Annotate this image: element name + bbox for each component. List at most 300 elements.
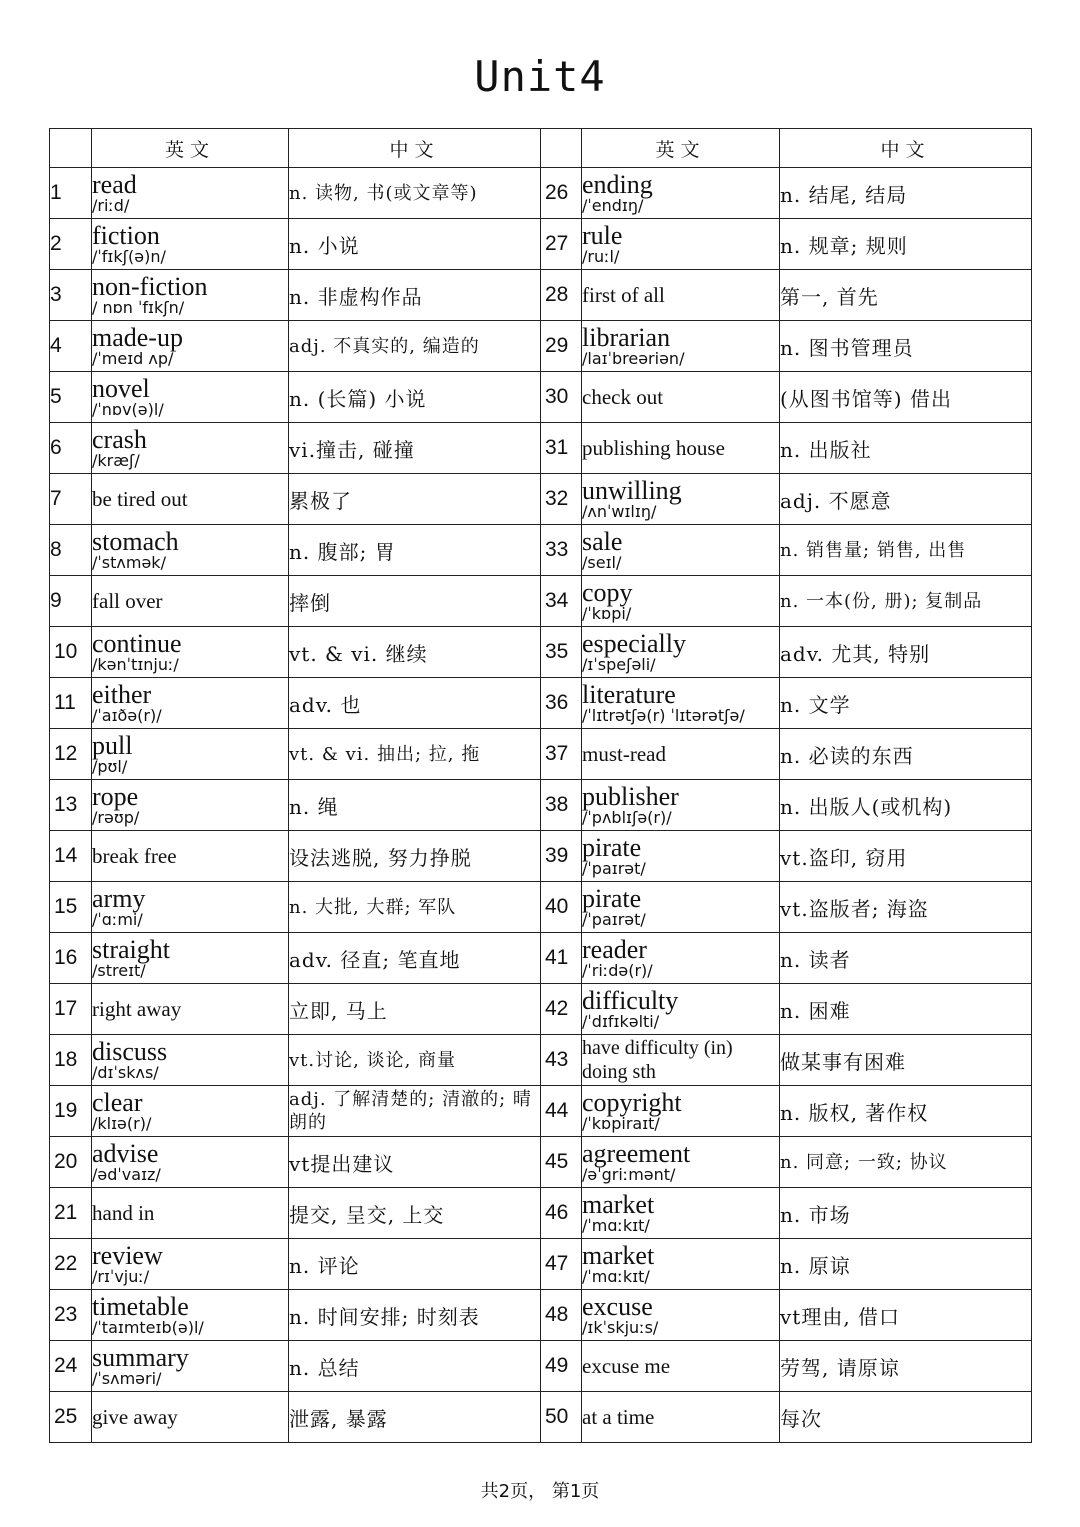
vocab-word: review: [92, 1240, 163, 1270]
row-number: 44: [541, 1086, 582, 1137]
row-number: 35: [541, 627, 582, 678]
english-cell: [582, 1035, 780, 1086]
chinese-meaning: n. 市场: [780, 1202, 851, 1227]
chinese-meaning: n. 评论: [289, 1253, 360, 1278]
row-number: 28: [541, 270, 582, 321]
chinese-meaning: vt.盗印, 窃用: [780, 845, 908, 870]
table-row: [50, 678, 1032, 729]
english-cell: [582, 1341, 780, 1392]
english-cell: [582, 984, 780, 1035]
chinese-meaning: adv. 也: [289, 692, 362, 717]
row-number: 30: [541, 372, 582, 423]
table-row: [50, 984, 1032, 1035]
chinese-meaning: n. 必读的东西: [780, 743, 914, 768]
chinese-meaning: vt.盗版者; 海盗: [780, 896, 929, 921]
chinese-meaning: adj. 不真实的, 编造的: [289, 335, 480, 357]
chinese-meaning: adj. 不愿意: [780, 488, 892, 513]
phonetic: /seɪl/: [582, 552, 622, 572]
english-cell: [582, 321, 780, 372]
phonetic: /kræʃ/: [92, 450, 140, 470]
phonetic: / nɒn ˈfɪkʃn/: [92, 297, 185, 317]
vocab-phrase: fall over: [92, 588, 163, 613]
chinese-meaning: vi.撞击, 碰撞: [289, 437, 415, 462]
table-row: [50, 627, 1032, 678]
row-number: 9: [50, 576, 92, 627]
vocab-word: pull: [92, 730, 133, 760]
english-cell: [582, 474, 780, 525]
vocab-phrase: have difficulty (in) doing sth: [582, 1037, 733, 1083]
vocab-word: stomach: [92, 526, 179, 556]
phonetic: /ˈnɒv(ə)l/: [92, 399, 164, 419]
vocab-word: unwilling: [582, 475, 682, 505]
phonetic: /ɪˈspeʃəli/: [582, 654, 656, 674]
chinese-cell: [780, 474, 1032, 525]
english-cell: [92, 729, 289, 780]
english-cell: [582, 627, 780, 678]
row-number: 36: [541, 678, 582, 729]
english-cell: [582, 423, 780, 474]
row-number: 11: [50, 678, 92, 729]
chinese-meaning: adj. 了解清楚的; 清澈的; 晴朗的: [289, 1089, 532, 1133]
chinese-meaning: vt理由, 借口: [780, 1304, 901, 1329]
chinese-cell: [289, 627, 541, 678]
row-number: 2: [50, 219, 92, 270]
vocab-phrase: first of all: [582, 282, 665, 307]
row-number: 7: [50, 474, 92, 525]
chinese-cell: [289, 372, 541, 423]
english-cell: [92, 882, 289, 933]
row-number: 39: [541, 831, 582, 882]
vocab-word: continue: [92, 628, 182, 658]
phonetic: /rɪˈvjuː/: [92, 1266, 150, 1286]
chinese-cell: [289, 882, 541, 933]
chinese-cell: [780, 729, 1032, 780]
row-number: 20: [50, 1137, 92, 1188]
vocab-phrase: hand in: [92, 1200, 155, 1225]
chinese-cell: [780, 1341, 1032, 1392]
phonetic: /streɪt/: [92, 960, 146, 980]
chinese-cell: [289, 474, 541, 525]
phonetic: /ˈlɪtrətʃə(r) ˈlɪtərətʃə/: [582, 705, 745, 725]
vocab-phrase: excuse me: [582, 1353, 671, 1378]
chinese-meaning: 摔倒: [289, 590, 331, 615]
table-row: [50, 729, 1032, 780]
chinese-meaning: 做某事有困难: [780, 1049, 906, 1074]
phonetic: /rəʊp/: [92, 807, 140, 827]
chinese-cell: [780, 372, 1032, 423]
row-number: 42: [541, 984, 582, 1035]
table-row: [50, 831, 1032, 882]
english-cell: [92, 1239, 289, 1290]
chinese-cell: [780, 627, 1032, 678]
row-number: 33: [541, 525, 582, 576]
chinese-meaning: n. 一本(份, 册); 复制品: [780, 590, 983, 612]
phonetic: /ədˈvaɪz/: [92, 1164, 161, 1184]
chinese-cell: [289, 678, 541, 729]
english-cell: [582, 270, 780, 321]
chinese-cell: [780, 678, 1032, 729]
english-cell: [582, 1137, 780, 1188]
chinese-meaning: 每次: [780, 1406, 822, 1431]
english-cell: [92, 219, 289, 270]
chinese-cell: [780, 831, 1032, 882]
row-number: 13: [50, 780, 92, 831]
chinese-cell: [289, 984, 541, 1035]
page-title: Unit4: [474, 52, 606, 101]
vocab-word: read: [92, 169, 137, 199]
vocab-word: copy: [582, 577, 633, 607]
chinese-cell: [780, 1086, 1032, 1137]
row-number: 1: [50, 168, 92, 219]
table-row: [50, 525, 1032, 576]
chinese-cell: [780, 219, 1032, 270]
header-english-left: 英文: [92, 129, 289, 168]
phonetic: /ˈstʌmək/: [92, 552, 166, 572]
table-row: [50, 576, 1032, 627]
table-row: [50, 780, 1032, 831]
phonetic: /ruːl/: [582, 246, 620, 266]
vocab-phrase: give away: [92, 1404, 178, 1429]
phonetic: /ʌnˈwɪlɪŋ/: [582, 501, 657, 521]
chinese-meaning: n. 非虚构作品: [289, 284, 423, 309]
vocab-word: copyright: [582, 1087, 682, 1117]
chinese-meaning: n. 小说: [289, 233, 360, 258]
table-row: [50, 168, 1032, 219]
chinese-meaning: vt. & vi. 继续: [289, 641, 428, 666]
phonetic: /ˈɑːmi/: [92, 909, 143, 929]
chinese-cell: [289, 525, 541, 576]
vocab-word: fiction: [92, 220, 160, 250]
chinese-cell: [289, 1341, 541, 1392]
vocab-word: market: [582, 1240, 655, 1270]
vocab-word: made-up: [92, 322, 183, 352]
row-number: 17: [50, 984, 92, 1035]
english-cell: [92, 1341, 289, 1392]
vocab-phrase: must-read: [582, 741, 666, 766]
chinese-cell: [289, 1290, 541, 1341]
english-cell: [582, 1392, 780, 1443]
english-cell: [582, 219, 780, 270]
chinese-cell: [780, 576, 1032, 627]
phonetic: /ˈmɑːkɪt/: [582, 1215, 650, 1235]
header-chinese-left: 中文: [289, 129, 541, 168]
chinese-cell: [780, 525, 1032, 576]
english-cell: [92, 780, 289, 831]
chinese-cell: [780, 1188, 1032, 1239]
english-cell: [92, 1137, 289, 1188]
vocab-word: clear: [92, 1087, 143, 1117]
vocab-word: agreement: [582, 1138, 691, 1168]
vocab-phrase: publishing house: [582, 435, 725, 460]
vocab-word: literature: [582, 679, 676, 709]
chinese-cell: [780, 1239, 1032, 1290]
chinese-cell: [289, 780, 541, 831]
vocab-word: army: [92, 883, 146, 913]
vocab-word: non-fiction: [92, 271, 208, 301]
chinese-meaning: n. 读者: [780, 947, 851, 972]
row-number: 41: [541, 933, 582, 984]
vocab-phrase: check out: [582, 384, 664, 409]
vocab-word: crash: [92, 424, 147, 454]
row-number: 21: [50, 1188, 92, 1239]
vocab-word: rule: [582, 220, 623, 250]
chinese-cell: [289, 1239, 541, 1290]
chinese-meaning: n. 出版人(或机构): [780, 794, 953, 819]
vocabulary-table: [49, 128, 1032, 1443]
vocab-word: rope: [92, 781, 139, 811]
phonetic: /ˈfɪkʃ(ə)n/: [92, 246, 166, 266]
chinese-meaning: n. 大批, 大群; 军队: [289, 896, 457, 918]
row-number: 49: [541, 1341, 582, 1392]
chinese-meaning: n. 原谅: [780, 1253, 851, 1278]
english-cell: [582, 372, 780, 423]
vocab-word: librarian: [582, 322, 671, 352]
english-cell: [582, 1239, 780, 1290]
chinese-cell: [780, 168, 1032, 219]
phonetic: /ˈpaɪrət/: [582, 909, 646, 929]
row-number: 19: [50, 1086, 92, 1137]
table-row: [50, 1392, 1032, 1443]
chinese-meaning: n. (长篇) 小说: [289, 386, 427, 411]
phonetic: /ˈpaɪrət/: [582, 858, 646, 878]
english-cell: [582, 831, 780, 882]
table-row: [50, 1341, 1032, 1392]
row-number: 31: [541, 423, 582, 474]
vocab-word: timetable: [92, 1291, 189, 1321]
chinese-meaning: 立即, 马上: [289, 998, 388, 1023]
chinese-cell: [780, 1035, 1032, 1086]
english-cell: [92, 168, 289, 219]
chinese-meaning: n. 腹部; 胃: [289, 539, 396, 564]
vocab-word: difficulty: [582, 985, 679, 1015]
vocab-word: sale: [582, 526, 623, 556]
english-cell: [92, 831, 289, 882]
chinese-cell: [289, 576, 541, 627]
row-number: 34: [541, 576, 582, 627]
table-row: [50, 321, 1032, 372]
row-number: 37: [541, 729, 582, 780]
phonetic: /pʊl/: [92, 756, 128, 776]
table-row: [50, 1239, 1032, 1290]
row-number: 27: [541, 219, 582, 270]
vocab-word: novel: [92, 373, 150, 403]
phonetic: /ˈkɒpiraɪt/: [582, 1113, 660, 1133]
chinese-meaning: n. 图书管理员: [780, 335, 914, 360]
chinese-cell: [289, 1392, 541, 1443]
row-number: 45: [541, 1137, 582, 1188]
phonetic: /ˈmɑːkɪt/: [582, 1266, 650, 1286]
chinese-meaning: n. 文学: [780, 692, 851, 717]
row-number: 22: [50, 1239, 92, 1290]
english-cell: [582, 525, 780, 576]
phonetic: /klɪə(r)/: [92, 1113, 152, 1133]
phonetic: /ˈaɪðə(r)/: [92, 705, 162, 725]
row-number: 46: [541, 1188, 582, 1239]
english-cell: [92, 321, 289, 372]
row-number: 23: [50, 1290, 92, 1341]
row-number: 8: [50, 525, 92, 576]
english-cell: [92, 1188, 289, 1239]
chinese-meaning: adv. 尤其, 特别: [780, 641, 931, 666]
chinese-cell: [289, 168, 541, 219]
table-row: [50, 423, 1032, 474]
row-number: 15: [50, 882, 92, 933]
vocab-word: either: [92, 679, 152, 709]
chinese-meaning: vt提出建议: [289, 1151, 395, 1176]
chinese-meaning: n. 读物, 书(或文章等): [289, 182, 478, 204]
vocab-phrase: be tired out: [92, 486, 188, 511]
vocab-word: discuss: [92, 1036, 168, 1066]
chinese-cell: [780, 1137, 1032, 1188]
vocab-word: market: [582, 1189, 655, 1219]
english-cell: [92, 270, 289, 321]
phonetic: /ɪkˈskjuːs/: [582, 1317, 659, 1337]
chinese-meaning: n. 时间安排; 时刻表: [289, 1304, 480, 1329]
english-cell: [92, 627, 289, 678]
vocab-word: reader: [582, 934, 647, 964]
chinese-meaning: n. 销售量; 销售, 出售: [780, 539, 967, 561]
table-row: [50, 1086, 1032, 1137]
chinese-meaning: 设法逃脱, 努力挣脱: [289, 845, 472, 870]
english-cell: [92, 372, 289, 423]
row-number: 24: [50, 1341, 92, 1392]
phonetic: /ˈkɒpi/: [582, 603, 632, 623]
chinese-cell: [289, 1035, 541, 1086]
chinese-cell: [289, 933, 541, 984]
phonetic: /ˈpʌblɪʃə(r)/: [582, 807, 672, 827]
table-row: [50, 933, 1032, 984]
chinese-cell: [289, 219, 541, 270]
chinese-meaning: n. 同意; 一致; 协议: [780, 1151, 948, 1173]
english-cell: [92, 525, 289, 576]
chinese-cell: [780, 423, 1032, 474]
english-cell: [582, 576, 780, 627]
chinese-cell: [289, 423, 541, 474]
row-number: 38: [541, 780, 582, 831]
phonetic: /kənˈtɪnjuː/: [92, 654, 179, 674]
chinese-cell: [289, 1137, 541, 1188]
row-number: 43: [541, 1035, 582, 1086]
header-cell: [50, 129, 92, 168]
row-number: 47: [541, 1239, 582, 1290]
vocab-phrase: at a time: [582, 1404, 655, 1429]
phonetic: /ˈdɪfɪkəlti/: [582, 1011, 660, 1031]
row-number: 6: [50, 423, 92, 474]
english-cell: [582, 933, 780, 984]
chinese-cell: [780, 1290, 1032, 1341]
chinese-cell: [780, 270, 1032, 321]
vocab-word: ending: [582, 169, 653, 199]
chinese-cell: [780, 984, 1032, 1035]
chinese-meaning: n. 出版社: [780, 437, 872, 462]
english-cell: [582, 1086, 780, 1137]
row-number: 25: [50, 1392, 92, 1443]
vocab-phrase: break free: [92, 843, 177, 868]
table-row: [50, 1290, 1032, 1341]
chinese-cell: [780, 882, 1032, 933]
row-number: 5: [50, 372, 92, 423]
row-number: 14: [50, 831, 92, 882]
english-cell: [92, 1290, 289, 1341]
chinese-cell: [289, 729, 541, 780]
chinese-meaning: n. 困难: [780, 998, 851, 1023]
vocab-word: excuse: [582, 1291, 653, 1321]
chinese-cell: [289, 1188, 541, 1239]
english-cell: [92, 933, 289, 984]
chinese-cell: [780, 1392, 1032, 1443]
row-number: 12: [50, 729, 92, 780]
phonetic: /ˈtaɪmteɪb(ə)l/: [92, 1317, 204, 1337]
table-row: [50, 1137, 1032, 1188]
vocab-word: pirate: [582, 832, 642, 862]
vocab-word: summary: [92, 1342, 189, 1372]
chinese-cell: [289, 1086, 541, 1137]
phonetic: /dɪˈskʌs/: [92, 1062, 159, 1082]
phonetic: /ˈmeɪd ʌp/: [92, 348, 174, 368]
english-cell: [582, 678, 780, 729]
english-cell: [582, 729, 780, 780]
chinese-meaning: 第一, 首先: [780, 284, 879, 309]
english-cell: [92, 474, 289, 525]
table-header-row: [50, 129, 1032, 168]
vocab-word: publisher: [582, 781, 679, 811]
table-row: [50, 372, 1032, 423]
table-row: [50, 219, 1032, 270]
row-number: 4: [50, 321, 92, 372]
table-row: [50, 1188, 1032, 1239]
header-chinese-right: 中文: [780, 129, 1032, 168]
table-row: [50, 882, 1032, 933]
row-number: 40: [541, 882, 582, 933]
row-number: 26: [541, 168, 582, 219]
chinese-meaning: 累极了: [289, 488, 352, 513]
english-cell: [92, 1392, 289, 1443]
english-cell: [582, 1188, 780, 1239]
row-number: 50: [541, 1392, 582, 1443]
row-number: 18: [50, 1035, 92, 1086]
vocab-word: advise: [92, 1138, 159, 1168]
english-cell: [582, 882, 780, 933]
chinese-cell: [780, 933, 1032, 984]
row-number: 48: [541, 1290, 582, 1341]
chinese-meaning: vt.讨论, 谈论, 商量: [289, 1049, 457, 1071]
vocab-word: straight: [92, 934, 170, 964]
english-cell: [582, 168, 780, 219]
phonetic: /ˈriːdə(r)/: [582, 960, 653, 980]
chinese-meaning: vt. & vi. 抽出; 拉, 拖: [289, 743, 481, 765]
header-english-right: 英文: [582, 129, 780, 168]
page-footer: 共2页， 第1页: [480, 1481, 600, 1502]
chinese-cell: [289, 270, 541, 321]
chinese-meaning: (从图书馆等) 借出: [780, 386, 952, 411]
row-number: 29: [541, 321, 582, 372]
row-number: 10: [50, 627, 92, 678]
vocab-word: especially: [582, 628, 686, 658]
phonetic: /ˈendɪŋ/: [582, 195, 644, 215]
chinese-meaning: 劳驾, 请原谅: [780, 1355, 900, 1380]
row-number: 16: [50, 933, 92, 984]
table-body: [50, 168, 1032, 1443]
phonetic: /laɪˈbreəriən/: [582, 348, 685, 368]
chinese-meaning: 提交, 呈交, 上交: [289, 1202, 445, 1227]
english-cell: [582, 1290, 780, 1341]
english-cell: [92, 576, 289, 627]
row-number: 3: [50, 270, 92, 321]
english-cell: [92, 984, 289, 1035]
english-cell: [92, 423, 289, 474]
table-row: [50, 474, 1032, 525]
row-number: 32: [541, 474, 582, 525]
